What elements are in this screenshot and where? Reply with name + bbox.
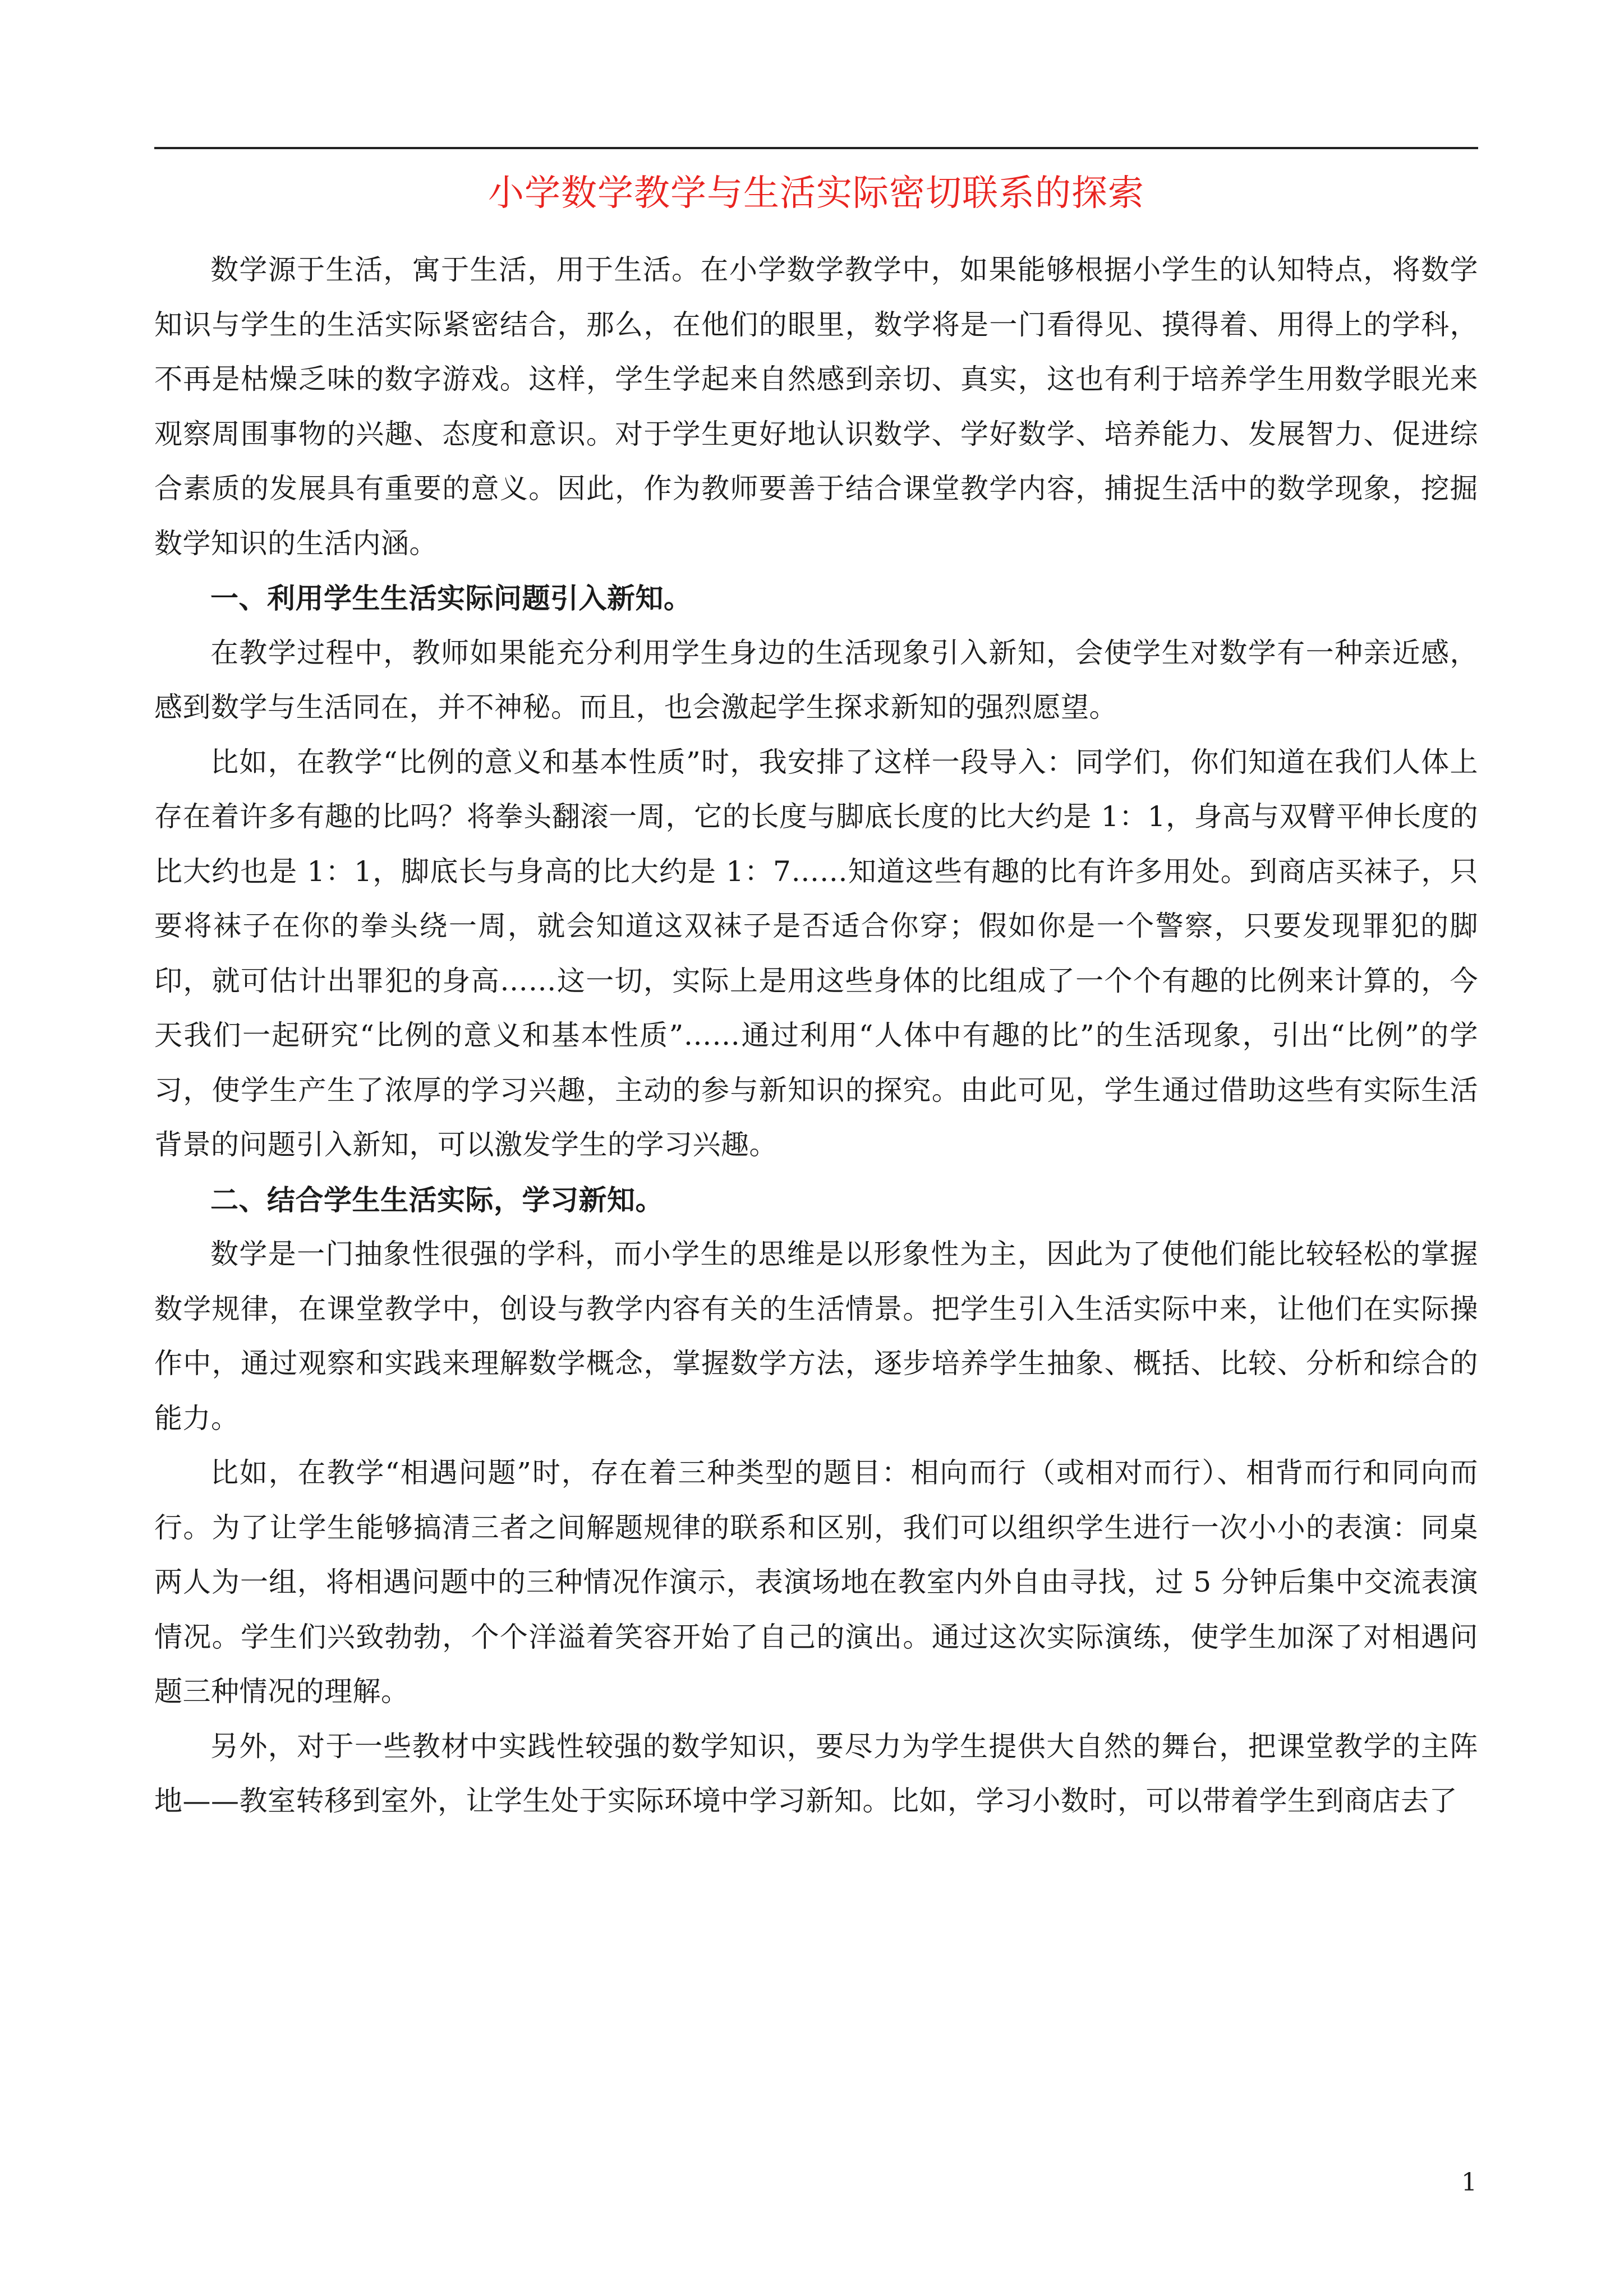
paragraph-intro: 数学源于生活，寓于生活，用于生活。在小学数学教学中，如果能够根据小学生的认知特点，将数学知识与学生的生活实际紧密结合，那么，在他们的眼里，数学将是一门看得见、摸得着、用得上的学科，不再是枯燥乏味的数字游戏。这样，学生学起来自然感到亲切、真实，这也有利于培养学生用数学眼光来观察周围事物的兴趣、态度和意识。对于学生更好地认识数学、学好数学、培养能力、发展智力、促进综合素质的发展具有重要的意义。因此，作为教师要善于结合课堂教学内容，捕捉生活中的数学现象，挖掘数学知识的生活内涵。: [154, 253, 1478, 560]
paragraph-section-1-b: 比如，在教学“比例的意义和基本性质”时，我安排了这样一段导入：同学们，你们知道在我们人体上存在着许多有趣的比吗？将拳头翻滚一周，它的长度与脚底长度的比大约是 1：1，身高与双臂平伸长度的比大约也是 1：1，脚底长与身高的比大约是 1：7……知道这些有趣的比有许多用处。到商店买袜子，只要将袜子在你的拳头绕一周，就会知道这双袜子是否适合你穿；假如你是一个警察，只要发现罪犯的脚印，就可估计出罪犯的身高……这一切，实际上是用这些身体的比组成了一个个有趣的比例来计算的，今天我们一起研究“比例的意义和基本性质”……通过利用“人体中有趣的比”的生活现象，引出“比例”的学习，使学生产生了浓厚的学习兴趣，主动的参与新知识的探究。由此可见，学生通过借助这些有实际生活背景的问题引入新知，可以激发学生的学习兴趣。: [154, 745, 1478, 1161]
paragraph-section-1-a: 在教学过程中，教师如果能充分利用学生身边的生活现象引入新知，会使学生对数学有一种亲近感，感到数学与生活同在，并不神秘。而且，也会激起学生探求新知的强烈愿望。: [154, 636, 1478, 723]
paragraph-section-2-b: 比如，在教学“相遇问题”时，存在着三种类型的题目：相向而行（或相对而行）、相背而行和同向而行。为了让学生能够搞清三者之间解题规律的联系和区别，我们可以组织学生进行一次小小的表演：同桌两人为一组，将相遇问题中的三种情况作演示，表演场地在教室内外自由寻找，过 5 分钟后集中交流表演情况。学生们兴致勃勃，个个洋溢着笑容开始了自己的演出。通过这次实际演练，使学生加深了对相遇问题三种情况的理解。: [154, 1456, 1478, 1708]
paragraph-section-2-c: 另外，对于一些教材中实践性较强的数学知识，要尽力为学生提供大自然的舞台，把课堂教学的主阵地——教室转移到室外，让学生处于实际环境中学习新知。比如，学习小数时，可以带着学生到商店去了: [154, 1730, 1478, 1817]
document-title: 小学数学教学与生活实际密切联系的探索: [488, 173, 1144, 214]
section-heading-1: 一、利用学生生活实际问题引入新知。: [210, 582, 692, 615]
header-rule: [154, 147, 1478, 149]
paragraph-section-2-a: 数学是一门抽象性很强的学科，而小学生的思维是以形象性为主，因此为了使他们能比较轻松的掌握数学规律，在课堂教学中，创设与教学内容有关的生活情景。把学生引入生活实际中来，让他们在实际操作中，通过观察和实践来理解数学概念，掌握数学方法，逐步培养学生抽象、概括、比较、分析和综合的能力。: [154, 1238, 1478, 1435]
document-body: [154, 243, 1478, 1829]
page-number: 1: [1461, 2168, 1477, 2197]
section-heading-2: 二、结合学生生活实际，学习新知。: [210, 1183, 664, 1216]
